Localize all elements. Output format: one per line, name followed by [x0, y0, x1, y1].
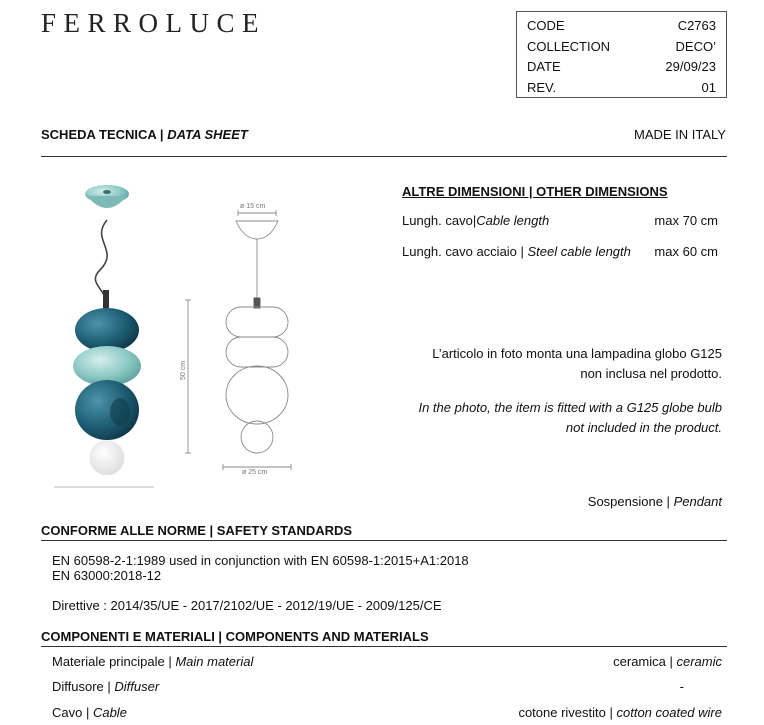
info-row-code [527, 16, 716, 37]
material-row [52, 705, 722, 720]
material-label: Cavo | Cable [52, 705, 127, 720]
material-row [52, 654, 722, 669]
bulb-note-italian: L’articolo in foto monta una lampadina globo G125 non inclusa nel prodotto. [432, 346, 722, 381]
sheet-title-it: SCHEDA TECNICA | [41, 127, 168, 142]
info-label: COLLECTION [527, 38, 611, 54]
ceramic-element-top [75, 308, 139, 352]
info-row-collection [527, 37, 716, 58]
product-type: Sospensione | Pendant [587, 494, 722, 509]
directives-line: Direttive : 2014/35/UE - 2017/2102/UE - 2012/19/UE - 2009/125/CE [52, 598, 442, 613]
material-label: Diffusore | Diffuser [52, 679, 160, 694]
material-row [52, 679, 722, 694]
product-photo [50, 180, 160, 490]
sheet-title [41, 127, 248, 142]
material-value: cotone rivestito | cotton coated wire [518, 705, 722, 720]
height-label: 50 cm [180, 360, 187, 380]
other-dimensions-title: ALTRE DIMENSIONI | OTHER DIMENSIONS [402, 184, 668, 199]
globe-bulb [90, 441, 124, 475]
info-box [516, 11, 727, 98]
dimension-row-cable [402, 213, 718, 228]
bulb-note-english: In the photo, the item is fitted with a G125 globe bulb not included in the product. [418, 400, 722, 435]
info-row-date [527, 57, 716, 78]
divider [41, 646, 727, 647]
bottom-diameter-label: ø 25 cm [242, 469, 268, 476]
brand-logo: FERROLUCE [41, 8, 267, 38]
info-value: C2763 [677, 18, 716, 33]
divider [41, 156, 727, 157]
info-row-rev [527, 78, 716, 99]
sheet-title-en: DATA SHEET [167, 127, 248, 142]
dimension-label: Lungh. cavo|Cable length [402, 213, 550, 228]
top-diameter-label: ø 15 cm [240, 203, 266, 210]
info-value: DECO’ [675, 38, 716, 54]
info-value: 29/09/23 [665, 59, 716, 74]
materials-title: COMPONENTI E MATERIALI | COMPONENTS AND MATERIALS [41, 629, 429, 644]
made-in-label: MADE IN ITALY [634, 127, 726, 142]
info-label: REV. [527, 79, 557, 95]
safety-standards-title: CONFORME ALLE NORME | SAFETY STANDARDS [41, 523, 353, 538]
info-label: DATE [527, 59, 561, 74]
material-label: Materiale principale | Main material [52, 654, 254, 669]
ceiling-canopy [85, 185, 129, 208]
standard-line: EN 63000:2018-12 [52, 568, 162, 583]
info-label: CODE [527, 18, 565, 33]
dimension-row-steel-cable [402, 244, 718, 259]
divider [41, 540, 727, 541]
technical-drawing [178, 195, 293, 480]
dimension-label: Lungh. cavo acciaio | Steel cable length [402, 244, 631, 259]
material-value: ceramica | ceramic [613, 654, 722, 669]
dimension-value: max 60 cm [654, 244, 718, 259]
dimension-value: max 70 cm [654, 213, 718, 228]
info-value: 01 [701, 79, 716, 95]
standard-line: EN 60598-2-1:1989 used in conjunction with EN 60598-1:2015+A1:2018 [52, 553, 469, 568]
material-value: - [679, 679, 684, 694]
